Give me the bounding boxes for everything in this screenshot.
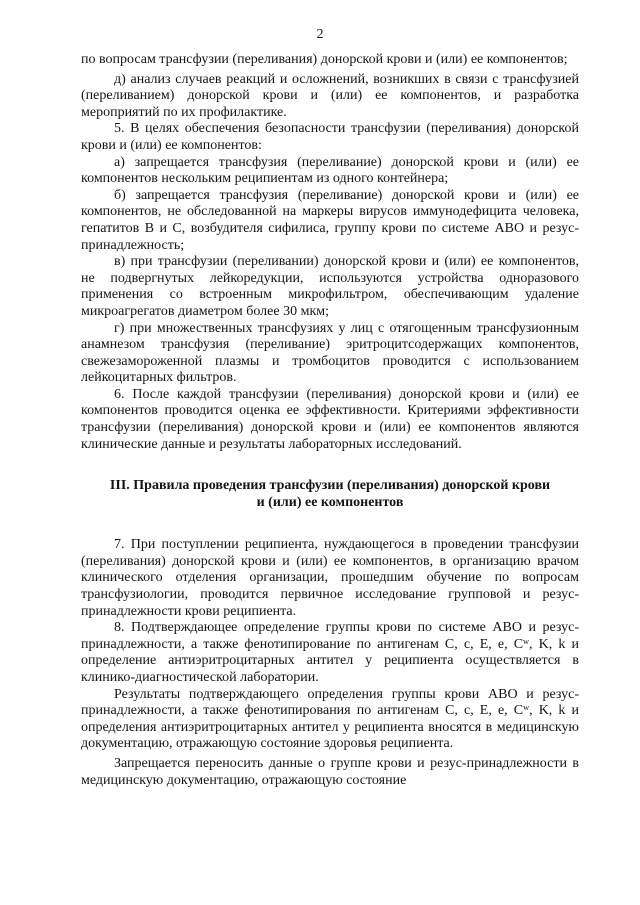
paragraph-results: Результаты подтверждающего определения группы крови АВО и резус-принадлежности, а также фенотипирования по антигенам C, c, E, e, Cʷ, K, k и определения антиэритроцитарных антител у реципиента вносятся в медицинскую документацию, отражающую состояние здоровья реципиента. <box>81 686 579 752</box>
paragraph-7: 7. При поступлении реципиента, нуждающегося в проведении трансфузии (переливания) донорской крови и (или) ее компонентов, в организацию врачом клинического отделения организации, прошедшим обучение по вопросам трансфузиологии, проводится первичное исследование групповой и резус-принадлежности крови реципиента. <box>81 537 579 619</box>
paragraph-5-a: а) запрещается трансфузия (переливание) донорской крови и (или) ее компонентов нескольким реципиентам из одного контейнера; <box>81 154 579 187</box>
paragraph-5-g: г) при множественных трансфузиях у лиц с отягощенным трансфузионным анамнезом трансфузия (переливание) эритроцитсодержащих компонентов, свежезамороженной плазмы и тромбоцитов проводится с использованием лейкоцитарных фильтров. <box>81 320 579 386</box>
paragraph-5-b: б) запрещается трансфузия (переливание) донорской крови и (или) ее компонентов, не обследованной на маркеры вирусов иммунодефицита человека, гепатитов B и C, возбудителя сифилиса, группу крови по системе АВО и резус-принадлежность; <box>81 187 579 253</box>
paragraph-8: 8. Подтверждающее определение группы крови по системе АВО и резус-принадлежности, а также фенотипирование по антигенам C, c, E, e, Cʷ, K, k и определение антиэритроцитарных антител у реципиента осуществляется в клинико-диагностической лаборатории. <box>81 620 579 685</box>
paragraph-6: 6. После каждой трансфузии (переливания) донорской крови и (или) ее компонентов проводится оценка ее эффективности. Критериями эффективности трансфузии (переливания) донорской крови и (или) ее компонентов являются клинические данные и результаты лабораторных исследований. <box>81 386 579 452</box>
paragraph-5-v: в) при трансфузии (переливании) донорской крови и (или) ее компонентов, не подвергнутых лейкоредукции, используются устройства одноразового применения со встроенным микрофильтром, обеспечивающим удаление микроагрегатов диаметром более 30 мкм; <box>81 254 579 319</box>
paragraph-5: 5. В целях обеспечения безопасности трансфузии (переливания) донорской крови и (или) ее компонентов: <box>81 121 579 153</box>
paragraph-prohibited: Запрещается переносить данные о группе крови и резус-принадлежности в медицинскую документацию, отражающую состояние <box>81 755 579 788</box>
paragraph-continued: по вопросам трансфузии (переливания) донорской крови и (или) ее компонентов; <box>81 52 568 67</box>
section-heading-line-1: III. Правила проведения трансфузии (переливания) донорской крови <box>109 478 551 494</box>
page-number: 2 <box>316 27 324 42</box>
document-body <box>81 52 579 789</box>
section-heading <box>81 477 579 511</box>
section-heading-line-2: и (или) ее компонентов <box>256 495 404 511</box>
paragraph-item-d: д) анализ случаев реакций и осложнений, возникших в связи с трансфузией (переливанием) донорской крови и (или) ее компонентов, и разработка мероприятий по их профилактике. <box>81 71 579 120</box>
